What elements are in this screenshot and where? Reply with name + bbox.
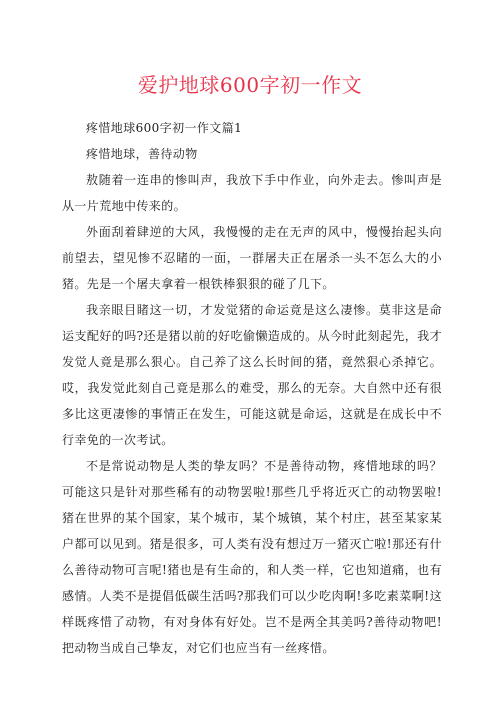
paragraph: 我亲眼目睹这一切，才发觉猪的命运竟是这么凄惨。莫非这是命运支配好的吗?还是猪以前的好吃偷懒造成的。从今时此刻起先，我才发觉人竟是那么狠心。自己养了这么长时间的猪，竟然狠心杀掉它。哎，我发觉此刻自己竟是那么的难受，那么的无奈。大自然中还有很多比这更凄惨的事情正在发生，可能这就是命运，这就是在成长中不行幸免的一次考试。 <box>62 303 442 447</box>
paragraph: 不是常说动物是人类的挚友吗？不是善待动物，疼惜地球的吗？可能这只是针对那些稀有的动物罢啦!那些几乎将近灭亡的动物罢啦!猪在世界的某个国家，某个城市，某个城镇，某个村庄，甚至某家某户都可以见到。猪是很多，可人类有没有想过万一猪灭亡啦!那还有什么善待动物可言呢!猪也是有生命的，和人类一样，它也知道痛，也有感情。人类不是提倡低碳生活吗?那我们可以少吃肉啊!多吃素菜啊!这样既疼惜了动物，有对身体有好处。岂不是两全其美吗?善待动物吧!把动物当成自己挚友，对它们也应当有一丝疼惜。 <box>62 459 442 655</box>
paragraph: 疼惜地球，善待动物 <box>86 147 198 161</box>
paragraph: 外面刮着肆逆的大风，我慢慢的走在无声的风中，慢慢抬起头向前望去，望见惨不忍睹的一面，一群屠夫正在屠杀一头不怎么大的小猪。先是一个屠夫拿着一根铁棒狠狠的碰了几下。 <box>62 225 442 291</box>
paragraph: 敖随着一连串的惨叫声，我放下手中作业，向外走去。惨叫声是从一片荒地中传来的。 <box>62 173 442 213</box>
section-heading: 疼惜地球600字初一作文篇1 <box>86 121 243 135</box>
document-body <box>62 110 442 661</box>
document-title: 爱护地球600字初一作文 <box>137 73 363 97</box>
